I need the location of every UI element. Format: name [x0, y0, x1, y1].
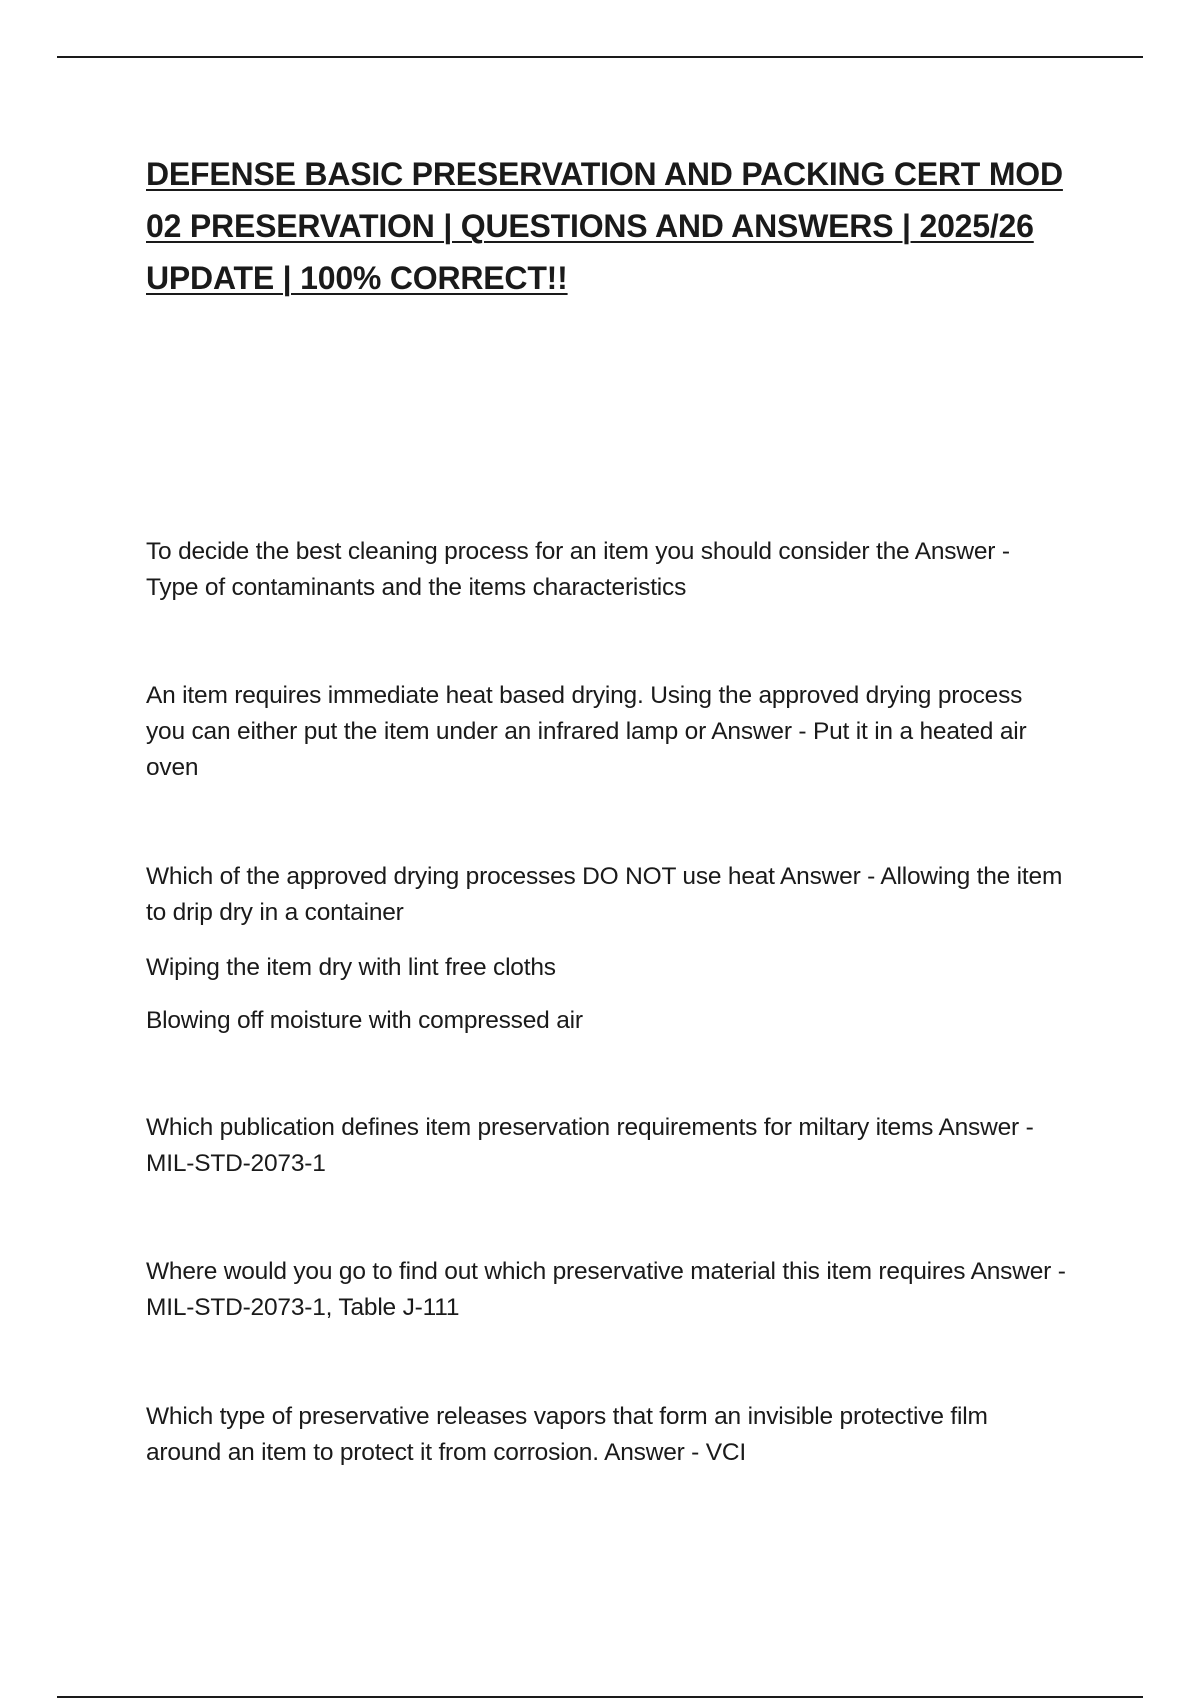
qa-entry-preservative-material: Where would you go to find out which preservative material this item requires Answer - MIL-STD-2073-1, Table J-111: [146, 1258, 1066, 1321]
qa-entry-cleaning-process: To decide the best cleaning process for an item you should consider the Answer - Type of contaminants and the items characteristics: [146, 538, 1010, 601]
document-title: DEFENSE BASIC PRESERVATION AND PACKING CERT MOD 02 PRESERVATION | QUESTIONS AND ANSWERS | 2025/26 UPDATE | 100% CORRECT!!: [146, 156, 1063, 296]
qa-entry-heat-drying: An item requires immediate heat based drying. Using the approved drying process you can either put the item under an infrared lamp or Answer - Put it in a heated air oven: [146, 682, 1027, 781]
qa-entry-wiping-dry: Wiping the item dry with lint free cloths: [146, 954, 556, 981]
qa-entry-compressed-air: Blowing off moisture with compressed air: [146, 1007, 583, 1034]
qa-entry-no-heat-drying: Which of the approved drying processes DO NOT use heat Answer - Allowing the item to drip dry in a container: [146, 863, 1063, 926]
qa-entry-publication: Which publication defines item preservation requirements for miltary items Answer - MIL-STD-2073-1: [146, 1114, 1034, 1177]
bottom-rule: [57, 1696, 1143, 1698]
qa-entry-vci: Which type of preservative releases vapors that form an invisible protective film around an item to protect it from corrosion. Answer - VCI: [146, 1403, 988, 1466]
top-rule: [57, 56, 1143, 58]
